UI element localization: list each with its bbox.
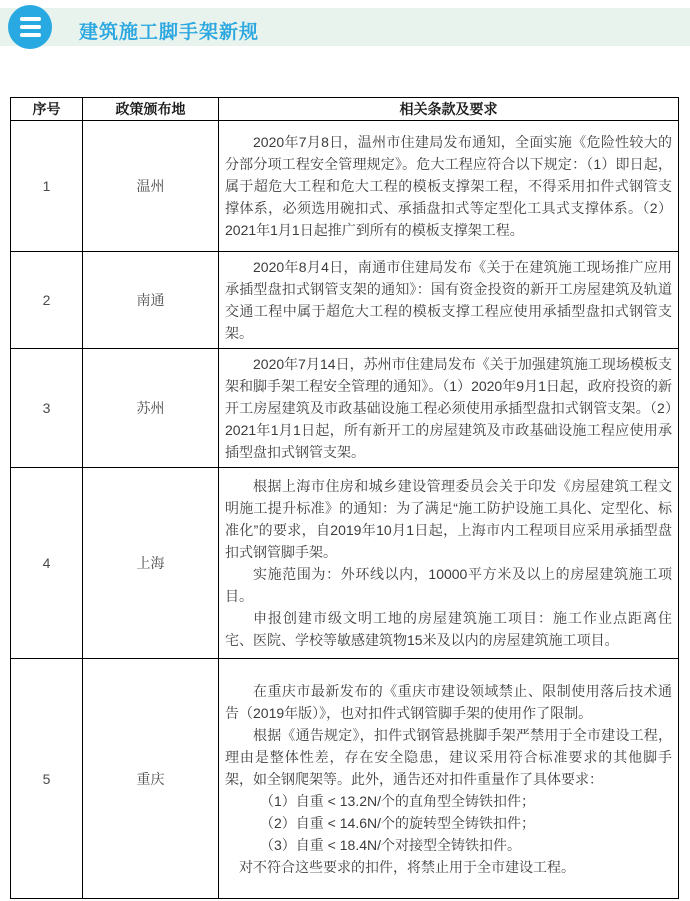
city-cell: 上海 bbox=[83, 468, 219, 659]
column-header-no: 序号 bbox=[11, 98, 83, 121]
detail-cell bbox=[219, 349, 679, 468]
row-number-cell: 4 bbox=[11, 468, 83, 659]
city-cell: 温州 bbox=[83, 121, 219, 252]
row-number-cell: 1 bbox=[11, 121, 83, 252]
menu-bar bbox=[20, 17, 41, 21]
detail-paragraph: 2020年7月14日，苏州市住建局发布《关于加强建筑施工现场模板支架和脚手架工程安全管理的通知》。（1）2020年9月1日起，政府投资的新开工房屋建筑及市政基础设施工程必须使用承插型盘扣式钢管支架。（2）2021年1月1日起，所有新开工的房屋建筑及市政基础设施工程应使用承插型盘扣式钢管支架。 bbox=[225, 356, 672, 460]
detail-paragraph: 根据《通告规定》，扣件式钢管悬挑脚手架严禁用于全市建设工程，理由是整体性差，存在安全隐患，建议采用符合标准要求的其他脚手架，如全钢爬架等。此外，通告还对扣件重量作了具体要求： bbox=[225, 726, 672, 787]
table-body bbox=[11, 121, 679, 899]
detail-paragraph: 2020年8月4日，南通市住建局发布《关于在建筑施工现场推广应用承插型盘扣式钢管支架的通知》：国有资金投资的新开工房屋建筑及轨道交通工程中属于超危大工程的模板支撑工程应使用承插型盘扣式钢管支架。 bbox=[225, 259, 672, 341]
table-header-row bbox=[11, 98, 679, 121]
city-cell: 南通 bbox=[83, 252, 219, 349]
row-number-cell: 3 bbox=[11, 349, 83, 468]
row-number-cell: 2 bbox=[11, 252, 83, 349]
table-row bbox=[11, 468, 679, 659]
detail-cell bbox=[219, 252, 679, 349]
city-cell: 重庆 bbox=[83, 659, 219, 899]
menu-list-icon bbox=[8, 5, 52, 49]
detail-paragraph: 实施范围为：外环线以内，10000平方米及以上的房屋建筑施工项目。 bbox=[225, 566, 672, 604]
table-row bbox=[11, 349, 679, 468]
detail-paragraph: 申报创建市级文明工地的房屋建筑施工项目：施工作业点距离住宅、医院、学校等敏感建筑物15米及以内的房屋建筑施工项目。 bbox=[225, 610, 672, 648]
detail-paragraph: 对不符合这些要求的扣件，将禁止用于全市建设工程。 bbox=[239, 858, 575, 875]
detail-paragraph: （3）自重 < 18.4N/个对接型全铸铁扣件。 bbox=[260, 836, 521, 853]
city-cell: 苏州 bbox=[83, 349, 219, 468]
menu-bar bbox=[20, 25, 41, 29]
policy-table bbox=[10, 97, 679, 899]
detail-cell bbox=[219, 121, 679, 252]
table-row bbox=[11, 121, 679, 252]
page-header bbox=[0, 8, 690, 46]
detail-paragraph: 在重庆市最新发布的《重庆市建设领域禁止、限制使用落后技术通告（2019年版）》，也对扣件式钢管脚手架的使用作了限制。 bbox=[225, 682, 672, 721]
detail-paragraph: （1）自重 < 13.2N/个的直角型全铸铁扣件； bbox=[260, 792, 535, 809]
column-header-city: 政策颁布地 bbox=[83, 98, 219, 121]
column-header-detail: 相关条款及要求 bbox=[219, 98, 679, 121]
detail-cell bbox=[219, 468, 679, 659]
menu-bar bbox=[20, 33, 41, 37]
row-number-cell: 5 bbox=[11, 659, 83, 899]
detail-paragraph: 2020年7月8日，温州市住建局发布通知，全面实施《危险性较大的分部分项工程安全管理规定》。危大工程应符合以下规定：（1）即日起，属于超危大工程和危大工程的模板支撑架工程，不得采用扣件式钢管支撑体系，必须选用碗扣式、承插盘扣式等定型化工具式支撑体系。（2）2021年1月1日起推广到所有的模板支撑架工程。 bbox=[225, 134, 672, 238]
page-title: 建筑施工脚手架新规 bbox=[79, 22, 260, 43]
detail-paragraph: 根据上海市住房和城乡建设管理委员会关于印发《房屋建筑工程文明施工提升标准》的通知：为了满足“施工防护设施工具化、定型化、标准化”的要求，自2019年10月1日起，上海市内工程项目应采用承插型盘扣式钢管脚手架。 bbox=[225, 478, 672, 560]
detail-cell bbox=[219, 659, 679, 899]
detail-paragraph: （2）自重 < 14.6N/个的旋转型全铸铁扣件； bbox=[260, 814, 535, 831]
table-row bbox=[11, 252, 679, 349]
table-row bbox=[11, 659, 679, 899]
